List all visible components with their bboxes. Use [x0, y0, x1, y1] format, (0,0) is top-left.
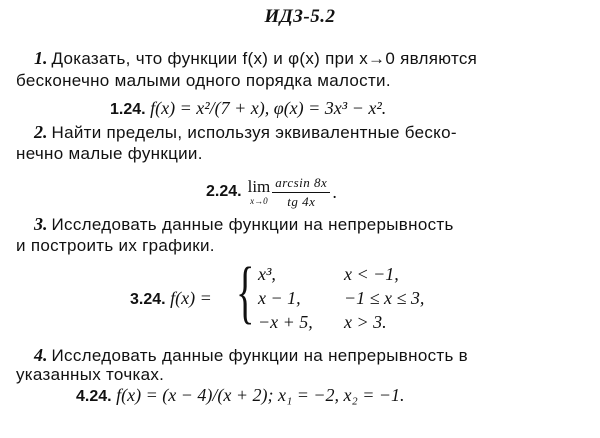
document-title: ИДЗ-5.2 — [264, 6, 336, 27]
case-3-cond: x > 3. — [344, 312, 387, 332]
formula-1-expression: f(x) = x²/(7 + x), φ(x) = 3x³ − x². — [150, 98, 387, 118]
formula-3-function: f(x) = — [170, 288, 212, 308]
piecewise-brace: { — [236, 254, 255, 331]
case-3-expr: −x + 5, — [258, 312, 313, 332]
formula-3-lhs — [130, 288, 212, 309]
task-3-line-1 — [34, 214, 454, 235]
task-2-text-1: Найти пределы, используя эквивалентные беско- — [51, 123, 457, 142]
task-1-text-1: Доказать, что функции f(x) и φ(x) при x→0 являются — [51, 49, 478, 68]
task-4-number: 4. — [34, 345, 48, 365]
task-1-line-1 — [34, 48, 477, 69]
fraction-denominator: tg 4x — [287, 193, 316, 209]
task-1-number: 1. — [34, 48, 48, 68]
formula-4-expression: f(x) = (x − 4)/(x + 2); x₁ = −2, x₂ = −1. — [116, 385, 405, 405]
limit-subscript: x→0 — [250, 196, 268, 206]
task-4-line-1 — [34, 345, 468, 366]
task-3-text-1: Исследовать данные функции на непрерывность — [51, 215, 454, 234]
case-1-expr: x³, — [258, 264, 276, 284]
task-2-number: 2. — [34, 122, 48, 142]
case-2-cond: −1 ≤ x ≤ 3, — [344, 288, 425, 308]
limit-fraction — [272, 175, 330, 210]
task-3-number: 3. — [34, 214, 48, 234]
case-1-cond: x < −1, — [344, 264, 399, 284]
task-4-text-1: Исследовать данные функции на непрерывность в — [51, 346, 468, 365]
task-1-text-2: бесконечно малыми одного порядка малости. — [16, 71, 391, 90]
case-2-expr: x − 1, — [258, 288, 301, 308]
formula-2 — [206, 172, 337, 212]
fraction-numerator: arcsin 8x — [272, 175, 330, 193]
task-2-text-2: нечно малые функции. — [16, 144, 203, 163]
limit-word: lim — [247, 177, 271, 196]
formula-3-number: 3.24. — [130, 291, 166, 308]
limit-operator — [248, 178, 271, 206]
task-2-line-1 — [34, 122, 457, 143]
task-3-text-2: и построить их графики. — [16, 236, 215, 255]
formula-2-number: 2.24. — [206, 183, 242, 200]
formula-1 — [110, 98, 386, 119]
formula-4 — [76, 385, 405, 406]
formula-2-period: . — [332, 181, 337, 202]
formula-4-number: 4.24. — [76, 388, 112, 405]
formula-1-number: 1.24. — [110, 101, 146, 118]
task-4-text-2: указанных точках. — [16, 365, 165, 384]
